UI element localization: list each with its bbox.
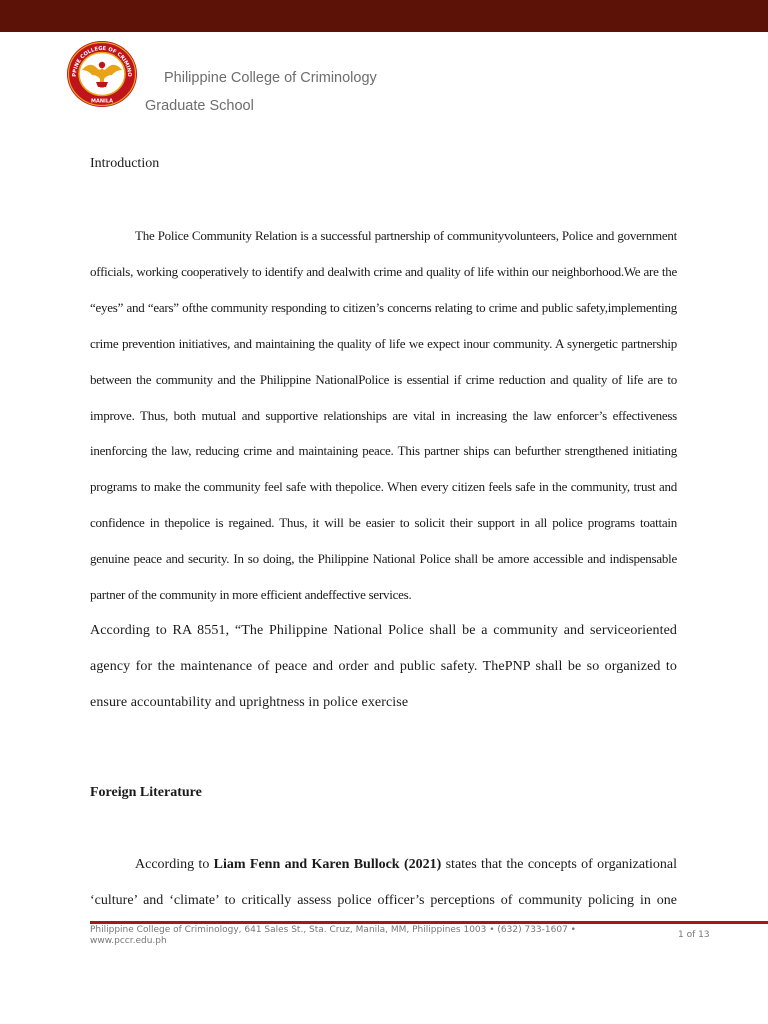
section-heading-foreign-literature: Foreign Literature bbox=[90, 784, 202, 800]
spacer bbox=[90, 811, 677, 847]
school-name: Graduate School bbox=[145, 98, 254, 114]
foreign-literature-paragraph bbox=[90, 847, 677, 920]
logo-ring-text: PPINE COLLEGE OF CRIMINO bbox=[71, 45, 133, 77]
section-heading-introduction: Introduction bbox=[90, 156, 160, 171]
page-number: 1 of 13 bbox=[678, 930, 710, 940]
document-body bbox=[90, 146, 677, 920]
intro-paragraph: The Police Community Relation is a successful partnership of communityvolunteers, Police and government officials, working cooperatively to identify and dealwith crime and quality of life within our neighborhood.We are the “eyes” and “ears” ofthe community responding to citizen’s concerns relating to crime and public safety,implementing crime prevention initiatives, and maintaining the quality of life we expect inour community. A synergetic partnership between the community and the Philippine NationalPolice is essential if crime reduction and quality of life are to improve. Thus, both mutual and supportive relationships are vital in increasing the law enforcer’s effectiveness inenforcing the law, reducing crime and maintaining peace. This partner ships can befurther strengthened initiating programs to make the community feel safe with thepolice. When every citizen feels safe in the community, trust and confidence in thepolice is regained. Thus, it will be easier to solicit their support in all police programs toattain genuine peace and security. In so doing, the Philippine National Police shall be amore accessible and indispensable partner of the community in more efficient andeffective services. bbox=[90, 228, 677, 603]
footer-address: Philippine College of Criminology, 641 Sales St., Sta. Cruz, Manila, MM, Philippines 1003 • (632) 733-1607 • www.pccr.edu.ph bbox=[90, 925, 576, 946]
top-color-bar bbox=[0, 0, 768, 32]
spacer bbox=[90, 721, 677, 775]
cited-authors: Liam Fenn and Karen Bullock (2021) bbox=[213, 856, 442, 872]
footer-rule bbox=[90, 921, 768, 924]
paragraph-text: states that the concepts of organizational ‘culture’ and ‘climate’ to critically assess police officer’s perceptions of community policing in one bbox=[90, 856, 677, 908]
ra-8551-paragraph: According to RA 8551, “The Philippine National Police shall be a community and serviceoriented agency for the maintenance of peace and order and public safety. ThePNP shall be so organized to ensure accountability and uprightness in police exercise bbox=[90, 622, 677, 710]
spacer bbox=[90, 182, 677, 218]
logo-bottom-text: MANILA bbox=[91, 98, 113, 105]
college-name: Philippine College of Criminology bbox=[164, 70, 377, 86]
college-seal-icon bbox=[66, 40, 138, 108]
paragraph-lead: According to bbox=[135, 856, 214, 872]
